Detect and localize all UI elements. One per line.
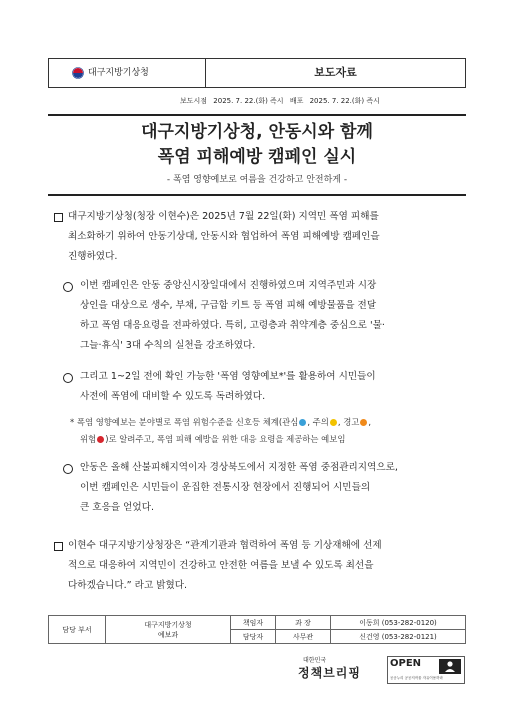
org-name: 대구지방기상청 <box>88 68 149 78</box>
p2-line-1: 이현수 대구지방기상청장은 “관계기관과 협력하여 폭염 등 기상재해에 선제 <box>68 540 382 551</box>
b3-line-2: 이번 캠페인은 시민들이 운집한 전통시장 현장에서 진행되어 시민들의 <box>80 482 371 493</box>
red-signal-icon <box>97 436 104 443</box>
p1-line-1: 대구지방기상청(청장 이현수)은 2025년 7월 22일(화) 지역민 폭염 피해를 <box>68 211 379 222</box>
policy-briefing-logo: 정책브리핑 <box>298 666 361 680</box>
open-label: OPEN <box>390 658 422 669</box>
responsible-title: 과 장 <box>276 616 331 630</box>
p2-line-3: 다하겠습니다.” 라고 밝혔다. <box>68 580 188 591</box>
paragraph-1 <box>68 207 468 267</box>
p1-line-3: 진행하였다. <box>68 251 118 262</box>
responsible-label: 책임자 <box>231 616 276 630</box>
green-signal-icon <box>299 419 306 426</box>
b1-line-2: 상인을 대상으로 생수, 부채, 구급함 키트 등 폭염 피해 예방물품을 전달 <box>80 300 377 311</box>
report-time-label: 보도시점 <box>180 97 208 105</box>
p2-line-2: 적으로 대응하여 지역민이 건강하고 안전한 여름을 보낼 수 있도록 최선을 <box>68 560 374 571</box>
square-bullet-icon <box>54 542 63 551</box>
document-type-label: 보도자료 <box>314 66 357 79</box>
yellow-signal-icon <box>330 419 337 426</box>
b3-line-3: 큰 호응을 얻었다. <box>80 502 155 513</box>
policy-briefing-small-text: 대한민국 <box>303 657 327 664</box>
open-subtext: 공공누리 공공저작물 자유이용허락 <box>390 676 443 680</box>
distribution-value: 2025. 7. 22.(화) 즉시 <box>309 97 380 105</box>
square-bullet-icon <box>54 213 63 222</box>
staff-contact: 신건영 (053-282-0121) <box>331 630 466 644</box>
distribution-label: 배포 <box>289 97 304 105</box>
b1-line-3: 하고 폭염 대응요령을 전파하였다. 특히, 고령층과 취약계층 중심으로 '물· <box>80 320 385 331</box>
government-logo-icon <box>72 67 84 79</box>
release-info <box>180 96 470 106</box>
staff-label: 담당자 <box>231 630 276 644</box>
staff-title: 사무관 <box>276 630 331 644</box>
contact-table <box>48 615 466 644</box>
b2-line-1: 그리고 1~2일 전에 확인 가능한 '폭염 영향예보*'를 활용하여 시민들이 <box>80 371 376 382</box>
circle-bullet-icon <box>63 282 73 292</box>
bullet-3 <box>80 458 472 518</box>
impact-forecast-note <box>70 414 470 448</box>
b3-line-1: 안동은 올해 산불피해지역이자 경상북도에서 지정한 폭염 중점관리지역으로, <box>80 462 398 473</box>
b1-line-1: 이번 캠페인은 안동 중앙신시장일대에서 진행하였으며 지역주민과 시장 <box>80 280 377 291</box>
note-line-1: * 폭염 영향예보는 분야별로 폭염 위험수준을 신호등 체계(관심 , 주의 , 경고 , <box>70 417 372 427</box>
title-line-2: 폭염 피해예방 캠페인 실시 <box>157 147 357 167</box>
dept-value: 대구지방기상청 예보과 <box>106 616 231 644</box>
p1-line-2: 최소화하기 위하여 안동기상대, 안동시와 협업하여 폭염 피해예방 캠페인을 <box>68 231 380 242</box>
b1-line-4: 그늘·휴식' 3대 수칙의 실천을 강조하였다. <box>80 340 256 351</box>
note-line-2: 위험 )로 알려주고, 폭염 피해 예방을 위한 대응 요령을 제공하는 예보임 <box>80 434 346 444</box>
dept-label: 담당 부서 <box>49 616 106 644</box>
responsible-contact: 이동희 (053-282-0120) <box>331 616 466 630</box>
bullet-1 <box>80 276 470 356</box>
circle-bullet-icon <box>63 464 73 474</box>
bullet-2 <box>80 367 470 407</box>
report-time-value: 2025. 7. 22.(화) 즉시 <box>213 97 284 105</box>
circle-bullet-icon <box>63 373 73 383</box>
paragraph-2 <box>68 536 470 596</box>
b2-line-2: 사전에 폭염에 대비할 수 있도록 독려하였다. <box>80 391 266 402</box>
title-line-1: 대구지방기상청, 안동시와 함께 <box>141 122 373 142</box>
subtitle: - 폭염 영향예보로 여름을 건강하고 안전하게 - <box>166 175 348 185</box>
orange-signal-icon <box>360 419 367 426</box>
